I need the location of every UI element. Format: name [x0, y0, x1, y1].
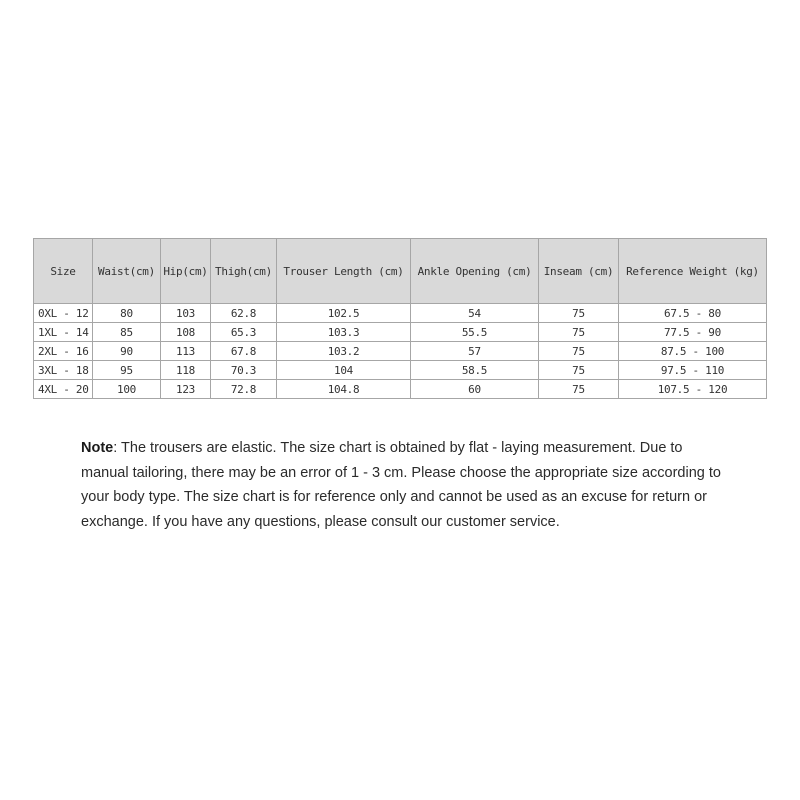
size-cell: 4XL - 20: [34, 380, 93, 399]
waist-cell: 95: [93, 361, 161, 380]
ankle-opening-cell: 60: [411, 380, 539, 399]
inseam-cell: 75: [539, 342, 619, 361]
header-reference-weight: Reference Weight (kg): [619, 239, 767, 304]
ankle-opening-cell: 55.5: [411, 323, 539, 342]
table-row: [34, 304, 767, 323]
trouser-length-cell: 104.8: [277, 380, 411, 399]
table-row: [34, 380, 767, 399]
thigh-cell: 65.3: [211, 323, 277, 342]
header-hip: Hip(cm): [161, 239, 211, 304]
table-header-row: [34, 239, 767, 304]
waist-cell: 80: [93, 304, 161, 323]
table-row: [34, 361, 767, 380]
header-inseam: Inseam (cm): [539, 239, 619, 304]
inseam-cell: 75: [539, 361, 619, 380]
header-trouser-length: Trouser Length (cm): [277, 239, 411, 304]
trouser-length-cell: 102.5: [277, 304, 411, 323]
trouser-length-cell: 103.3: [277, 323, 411, 342]
hip-cell: 118: [161, 361, 211, 380]
table-row: [34, 323, 767, 342]
hip-cell: 103: [161, 304, 211, 323]
header-thigh: Thigh(cm): [211, 239, 277, 304]
thigh-cell: 70.3: [211, 361, 277, 380]
trouser-length-cell: 103.2: [277, 342, 411, 361]
reference-weight-cell: 97.5 - 110: [619, 361, 767, 380]
ankle-opening-cell: 57: [411, 342, 539, 361]
note-text: : The trousers are elastic. The size chart is obtained by flat - laying measurement. Due to manual tailoring, there may be an error of 1 - 3 cm. Please choose the appropriate size according to your body type. The size chart is for reference only and cannot be used as an excuse for return or exchange. If you have any questions, please consult our customer service.: [81, 440, 721, 530]
inseam-cell: 75: [539, 323, 619, 342]
reference-weight-cell: 107.5 - 120: [619, 380, 767, 399]
hip-cell: 108: [161, 323, 211, 342]
thigh-cell: 67.8: [211, 342, 277, 361]
note-label: Note: [81, 440, 114, 456]
size-cell: 2XL - 16: [34, 342, 93, 361]
size-note: [81, 436, 721, 534]
hip-cell: 113: [161, 342, 211, 361]
size-chart-table: [33, 238, 767, 399]
reference-weight-cell: 67.5 - 80: [619, 304, 767, 323]
inseam-cell: 75: [539, 380, 619, 399]
waist-cell: 90: [93, 342, 161, 361]
ankle-opening-cell: 58.5: [411, 361, 539, 380]
reference-weight-cell: 77.5 - 90: [619, 323, 767, 342]
hip-cell: 123: [161, 380, 211, 399]
header-waist: Waist(cm): [93, 239, 161, 304]
header-ankle-opening: Ankle Opening (cm): [411, 239, 539, 304]
waist-cell: 100: [93, 380, 161, 399]
reference-weight-cell: 87.5 - 100: [619, 342, 767, 361]
ankle-opening-cell: 54: [411, 304, 539, 323]
thigh-cell: 62.8: [211, 304, 277, 323]
thigh-cell: 72.8: [211, 380, 277, 399]
waist-cell: 85: [93, 323, 161, 342]
size-cell: 0XL - 12: [34, 304, 93, 323]
size-cell: 3XL - 18: [34, 361, 93, 380]
size-cell: 1XL - 14: [34, 323, 93, 342]
inseam-cell: 75: [539, 304, 619, 323]
header-size: Size: [34, 239, 93, 304]
trouser-length-cell: 104: [277, 361, 411, 380]
table-row: [34, 342, 767, 361]
